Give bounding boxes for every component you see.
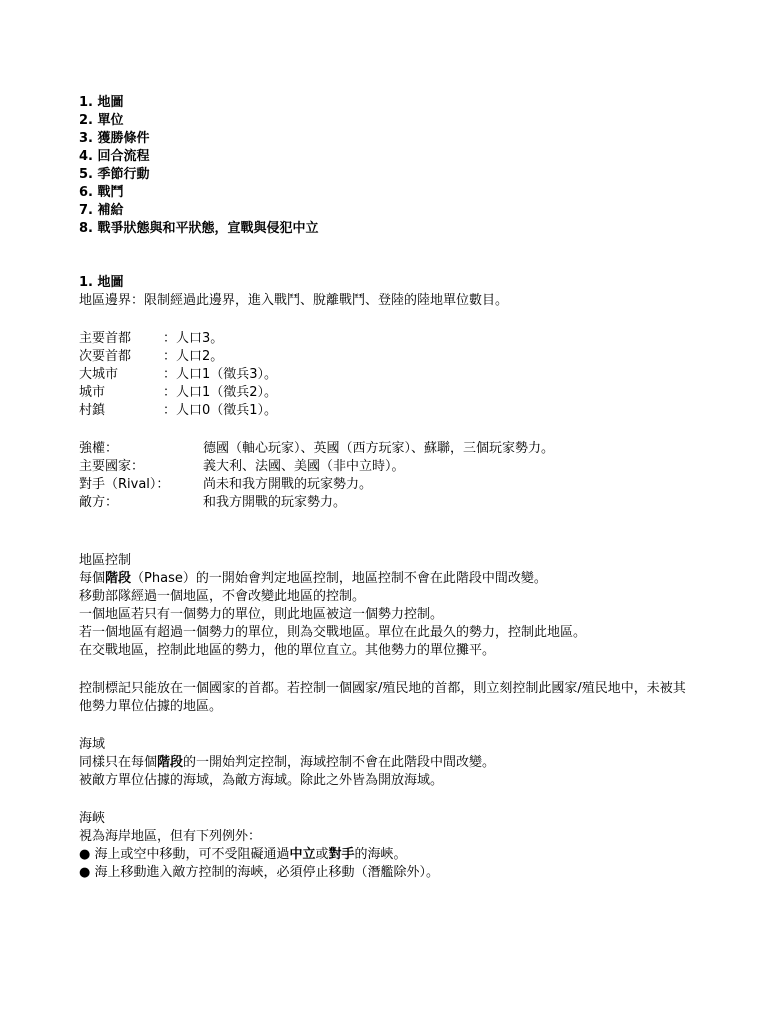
definition-desc: 和我方開戰的玩家勢力。	[203, 495, 347, 510]
subsection-title: 海域	[79, 737, 106, 752]
emphasis-term: 階段	[157, 755, 184, 770]
definition-desc: ：人口0（徵兵1）。	[163, 403, 278, 418]
definition-row	[79, 348, 699, 366]
definition-row	[79, 330, 699, 348]
toc-item: 1. 地圖	[79, 95, 124, 110]
subsection-title: 海峽	[79, 811, 106, 826]
text-run: 或	[315, 847, 329, 862]
emphasis-term: 對手	[328, 847, 355, 862]
definition-row	[79, 402, 699, 420]
emphasis-term: 階段	[105, 571, 132, 586]
definition-desc: ：人口1（徵兵2）。	[163, 385, 278, 400]
definition-row	[79, 458, 699, 476]
definition-desc: 尚未和我方開戰的玩家勢力。	[203, 477, 373, 492]
toc-item: 3. 獲勝條件	[79, 131, 150, 146]
definition-term: 大城市	[79, 367, 119, 382]
toc-item: 8. 戰爭狀態與和平狀態，宣戰與侵犯中立	[79, 221, 319, 236]
document-page	[79, 94, 699, 882]
power-definitions	[79, 440, 699, 512]
text-run: 同樣只在每個	[79, 755, 158, 770]
definition-desc: ：人口1（徵兵3）。	[163, 367, 278, 382]
paragraph-line: 若一個地區有超過一個勢力的單位，則為交戰地區。單位在此最久的勢力，控制此地區。	[79, 625, 587, 640]
definition-desc: 德國（軸心玩家）、英國（西方玩家）、蘇聯，三個玩家勢力。	[203, 441, 555, 456]
definition-term: 次要首都	[79, 349, 132, 364]
toc-item: 6. 戰鬥	[79, 185, 124, 200]
paragraph: 控制標記只能放在一個國家的首都。若控制一個國家/殖民地的首都，則立刻控制此國家/殖民地中，未被其他勢力單位佔據的地區。	[79, 681, 686, 714]
definition-term: 城市	[79, 385, 106, 400]
definition-row	[79, 366, 699, 384]
bullet-item: ● 海上移動進入敵方控制的海峽，必須停止移動（潛艦除外）。	[79, 865, 439, 880]
paragraph-line: 在交戰地區，控制此地區的勢力，他的單位直立。其他勢力的單位攤平。	[79, 643, 496, 658]
definition-term: 對手（Rival）：	[79, 477, 170, 492]
border-definition: 地區邊界：限制經過此邊界，進入戰鬥、脫離戰鬥、登陸的陸地單位數目。	[79, 293, 509, 308]
text-run: 的海峽。	[354, 847, 407, 862]
definition-term: 主要首都	[79, 331, 132, 346]
definition-term: 強權：	[79, 441, 119, 456]
definition-term: 主要國家：	[79, 459, 145, 474]
definition-desc: 義大利、法國、美國（非中立時）。	[203, 459, 405, 474]
paragraph-line	[79, 570, 699, 588]
bullet-item	[79, 846, 699, 864]
paragraph-line: 一個地區若只有一個勢力的單位，則此地區被這一個勢力控制。	[79, 607, 444, 622]
paragraph-line: 視為海岸地區，但有下列例外：	[79, 829, 262, 844]
paragraph-line: 被敵方單位佔據的海域，為敵方海域。除此之外皆為開放海域。	[79, 773, 444, 788]
definition-row	[79, 494, 699, 512]
emphasis-term: 中立	[289, 847, 316, 862]
definition-row	[79, 440, 699, 458]
text-run: （Phase）的一開始會判定地區控制，地區控制不會在此階段中間改變。	[131, 571, 547, 586]
toc-item: 4. 回合流程	[79, 149, 150, 164]
city-definitions	[79, 330, 699, 420]
text-run: ● 海上或空中移動，可不受阻礙通過	[79, 847, 290, 862]
toc-item: 5. 季節行動	[79, 167, 150, 182]
subsection-title: 地區控制	[79, 553, 132, 568]
paragraph-line	[79, 754, 699, 772]
paragraph-line: 移動部隊經過一個地區，不會改變此地區的控制。	[79, 589, 366, 604]
definition-row	[79, 384, 699, 402]
toc-item: 7. 補給	[79, 203, 124, 218]
text-run: 每個	[79, 571, 106, 586]
text-run: 的一開始判定控制，海域控制不會在此階段中間改變。	[183, 755, 496, 770]
definition-term: 敵方：	[79, 495, 119, 510]
toc-item: 2. 單位	[79, 113, 124, 128]
table-of-contents	[79, 94, 699, 238]
definition-desc: ：人口3。	[163, 331, 224, 346]
definition-row	[79, 476, 699, 494]
section-heading: 1. 地圖	[79, 275, 124, 290]
definition-desc: ：人口2。	[163, 349, 224, 364]
definition-term: 村鎮	[79, 403, 106, 418]
